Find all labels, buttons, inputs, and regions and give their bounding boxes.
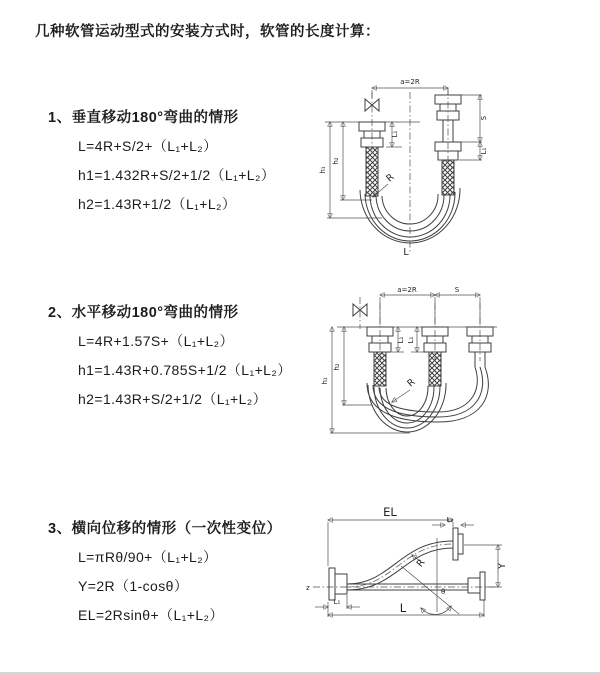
dim-label-el: EL xyxy=(383,505,397,519)
dim-label-l1: L₁ xyxy=(333,598,341,606)
axis-mark-label: z xyxy=(306,584,310,592)
formula-line: L=4R+1.57S+（L₁+L₂） xyxy=(78,333,234,349)
dim-label-l2: L₂ xyxy=(446,516,454,524)
section-2 xyxy=(48,301,292,409)
dim-label-l1-mid: L₁ xyxy=(407,336,415,344)
middle-end-fitting xyxy=(422,327,448,386)
left-end-fitting xyxy=(367,327,393,386)
diagram-lateral-displacement xyxy=(300,500,600,655)
diagram-horizontal-180-bend xyxy=(312,283,562,458)
dimension-labels xyxy=(306,505,508,615)
upper-flange xyxy=(453,528,463,560)
section-3 xyxy=(48,517,282,625)
section-3-heading: 3、横向位移的情形（一次性变位） xyxy=(48,521,282,537)
dim-label-l1-right: L₁ xyxy=(480,147,488,155)
dim-label-l: L xyxy=(399,601,407,615)
radius-label: R xyxy=(414,557,428,570)
dim-label-y: Y xyxy=(497,563,508,569)
formula-line: L=πRθ/90+（L₁+L₂） xyxy=(78,549,218,565)
construction-lines xyxy=(401,538,459,614)
formula-line: Y=2R（1-cosθ） xyxy=(78,578,189,594)
angle-theta-label: θ xyxy=(441,588,446,596)
centerlines xyxy=(325,88,448,252)
dim-label-s: S xyxy=(454,286,460,294)
dim-label-a2r: a=2R xyxy=(397,286,417,294)
left-flange xyxy=(329,568,347,600)
dim-label-l1: L₁ xyxy=(397,336,405,344)
centerlines xyxy=(313,544,496,587)
dim-label-a2r: a=2R xyxy=(400,78,420,86)
dim-label-s: S xyxy=(480,115,488,121)
formula-line: L=4R+S/2+（L₁+L₂） xyxy=(78,138,218,154)
dimension-lines xyxy=(327,88,482,218)
dim-label-h2: h₂ xyxy=(332,157,340,165)
section-1-heading: 1、垂直移动180°弯曲的情形 xyxy=(48,110,239,126)
formula-line: h1=1.43R+0.785S+1/2（L₁+L₂） xyxy=(78,362,292,378)
formula-line: h1=1.432R+S/2+1/2（L₁+L₂） xyxy=(78,167,276,183)
dim-label-l1: L₁ xyxy=(391,130,399,138)
section-1 xyxy=(48,106,275,214)
dim-label-h1: h₁ xyxy=(319,166,327,174)
length-label: L xyxy=(403,247,409,258)
formula-line: h2=1.43R+S/2+1/2（L₁+L₂） xyxy=(78,391,268,407)
page-title: 几种软管运动型式的安装方式时，软管的长度计算： xyxy=(35,24,380,40)
right-flange xyxy=(468,572,485,600)
dimension-labels xyxy=(319,78,488,258)
dim-label-h2: h₂ xyxy=(333,363,341,371)
formula-line: EL=2Rsinθ+（L₁+L₂） xyxy=(78,607,224,623)
radius-label: R xyxy=(384,171,397,185)
radius-label: R xyxy=(405,376,418,390)
diagram-vertical-180-bend xyxy=(310,70,600,260)
dim-label-h1: h₁ xyxy=(321,377,329,385)
section-2-heading: 2、水平移动180°弯曲的情形 xyxy=(48,305,239,321)
dimension-lines xyxy=(315,520,502,617)
formula-line: h2=1.43R+1/2（L₁+L₂） xyxy=(78,196,237,212)
